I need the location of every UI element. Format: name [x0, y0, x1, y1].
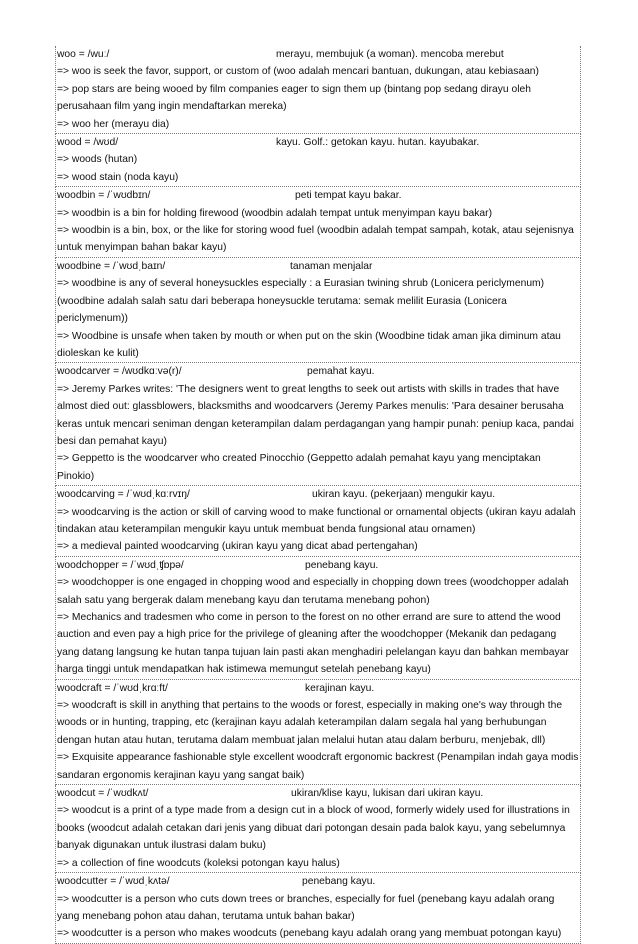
entry-examples [57, 63, 579, 133]
entry-headline [57, 785, 579, 802]
entry-examples [57, 891, 579, 943]
example-line: => woodbin is a bin, box, or the like for storing wood fuel (woodbin adalah tempat sampah, kotak, atau sejenisnya untuk menyimpan bahan bakar kayu) [57, 225, 574, 254]
entry-headline [57, 680, 579, 697]
entry-headline [57, 873, 579, 890]
example-line: => woodbin is a bin for holding firewood (woodbin adalah tempat untuk menyimpan kayu bakar) [57, 207, 493, 219]
entry-gloss: penebang kayu. [302, 876, 376, 888]
dictionary-entry [55, 134, 581, 187]
dictionary-entry [55, 187, 581, 258]
example-line: => woodcutter is a person who makes woodcuts (penebang kayu adalah orang yang membuat potongan kayu) [57, 928, 562, 940]
dictionary-entry [55, 785, 581, 873]
entry-headword: woodcutter = /ˈwʊdˌkʌtə/ [57, 876, 170, 888]
example-line: => a collection of fine woodcuts (koleksi potongan kayu halus) [57, 857, 340, 869]
entry-headline [57, 187, 579, 204]
entry-gloss: peti tempat kayu bakar. [295, 190, 402, 202]
dictionary-entry [55, 486, 581, 557]
entry-gloss: kayu. Golf.: getokan kayu. hutan. kayubakar. [276, 137, 480, 149]
example-line: => woo is seek the favor, support, or custom of (woo adalah mencari bantuan, dukungan, atau kebiasaan) [57, 66, 539, 78]
entry-headword: woodcut = /ˈwʊdkʌt/ [57, 788, 149, 800]
example-line: => Geppetto is the woodcarver who created Pinocchio (Geppetto adalah pemahat kayu yang menciptakan Pinokio) [57, 453, 541, 482]
dictionary-entry [55, 46, 581, 134]
example-line: => pop stars are being wooed by film companies eager to sign them up (bintang pop sedang dirayu oleh perusahaan film yang ingin mendaftarkan mereka) [57, 83, 531, 113]
entry-examples [57, 151, 579, 186]
dictionary-entry [55, 363, 581, 486]
entry-examples [57, 205, 579, 257]
entry-headword: wood = /wʊd/ [57, 137, 119, 149]
example-line: => Jeremy Parkes writes: 'The designers went to great lengths to seek out artists with skills in trades that have almost died out: glassblowers, blacksmiths and woodcarvers (Jeremy Parkes menulis: 'Para desainer berusaha keras untuk mencari seniman dengan keterampilan dalam perdagangan yang hampir punah: peniup kaca, pandai besi dan pemahat kayu) [57, 383, 574, 447]
entry-examples [57, 381, 579, 485]
entry-gloss: tanaman menjalar [290, 260, 373, 272]
entry-examples [57, 504, 579, 556]
example-line: => Exquisite appearance fashionable style excellent woodcraft ergonomic backrest (Penampilan indah gaya modis sandaran ergonomis kerajinan kayu yang sangat baik) [57, 752, 579, 781]
entry-examples [57, 802, 579, 872]
entry-examples [57, 574, 579, 678]
entry-headword: woodcarving = /ˈwʊdˌkɑːrvɪŋ/ [57, 489, 190, 501]
example-line: => woodcutter is a person who cuts down trees or branches, especially for fuel (penebang kayu adalah orang yang menebang pohon atau dahan, terutama untuk bahan bakar) [57, 893, 555, 922]
example-line: => woodcarving is the action or skill of carving wood to make functional or ornamental objects (ukiran kayu adalah tindakan atau keterampilan mengukir kayu untuk membuat benda fungsional atau ornamen) [57, 506, 576, 535]
example-line: => woo her (merayu dia) [57, 118, 170, 130]
dictionary-entry [55, 557, 581, 680]
entry-gloss: pemahat kayu. [307, 366, 375, 378]
example-line: => Woodbine is unsafe when taken by mouth or when put on the skin (Woodbine tidak aman jika diminum atau dioleskan ke kulit) [57, 330, 561, 359]
example-line: => woodcut is a print of a type made from a design cut in a block of wood, formerly widely used for illustrations in books (woodcut adalah cetakan dari jenis yang dibuat dari potongan desain pada balok kayu, yang sebelumnya banyak digunakan untuk ilustrasi dalam buku) [57, 805, 570, 852]
example-line: => woodcraft is skill in anything that pertains to the woods or forest, especially in making one's way through the woods or in hunting, trapping, etc (kerajinan kayu adalah keterampilan dalam segala hal yang berhubungan dengan hutan atau hutan, terutama dalam membuat jalan melalui hutan atau dalam berburu, menjebak, dll) [57, 700, 563, 746]
entry-headline [57, 557, 579, 574]
example-line: => woods (hutan) [57, 154, 138, 166]
entry-headword: woodchopper = /ˈwʊdˌʧɒpə/ [57, 559, 184, 571]
example-line: => a medieval painted woodcarving (ukiran kayu yang dicat abad pertengahan) [57, 541, 418, 553]
entry-headword: woodcarver = /wʊdkɑːvə(r)/ [57, 366, 182, 378]
entry-headline [57, 46, 579, 63]
example-line: => woodchopper is one engaged in chopping wood and especially in chopping down trees (woodchopper adalah salah satu yang bergerak dalam menebang kayu dan terutama menebang pohon) [57, 577, 569, 606]
example-line: => wood stain (noda kayu) [57, 171, 179, 183]
entry-headline [57, 134, 579, 151]
entry-gloss: ukiran kayu. (pekerjaan) mengukir kayu. [312, 489, 496, 501]
entry-examples [57, 275, 579, 362]
entry-headline [57, 258, 579, 275]
entry-headline [57, 363, 579, 380]
entry-gloss: ukiran/klise kayu, lukisan dari ukiran kayu. [291, 788, 484, 800]
dictionary-page [55, 46, 581, 944]
entry-examples [57, 697, 579, 784]
entry-headword: woodbin = /ˈwʊdbɪn/ [57, 190, 151, 202]
entry-headword: woo = /wuː/ [57, 49, 110, 60]
entry-headline [57, 486, 579, 503]
entry-gloss: penebang kayu. [305, 559, 379, 571]
dictionary-entry [55, 873, 581, 944]
entry-headword: woodcraft = /ˈwʊdˌkrɑːft/ [57, 682, 168, 694]
entry-gloss: merayu, membujuk (a woman). mencoba merebut [276, 49, 504, 60]
example-line: => Mechanics and tradesmen who come in person to the forest on no other errand are sure to attend the wood auction and even pay a high price for the privilege of gleaning after the woodchopper (Mekanik dan pedagang yang datang langsung ke hutan tanpa tujuan lain pasti akan menghadiri pelelangan kayu dan bahkan membayar harga tinggi untuk mendapatkan hak istimewa memungut setelah penebang kayu) [57, 612, 569, 676]
entry-gloss: kerajinan kayu. [305, 682, 375, 694]
example-line: => woodbine is any of several honeysuckles especially : a Eurasian twining shrub (Lonicera periclymenum) (woodbine adalah salah satu dari beberapa honeysuckle terutama: semak melilit Eurasia (Lonicera periclymenum)) [57, 278, 545, 325]
dictionary-entry [55, 258, 581, 363]
dictionary-entry [55, 680, 581, 785]
entry-headword: woodbine = /ˈwʊdˌbaɪn/ [57, 260, 166, 272]
